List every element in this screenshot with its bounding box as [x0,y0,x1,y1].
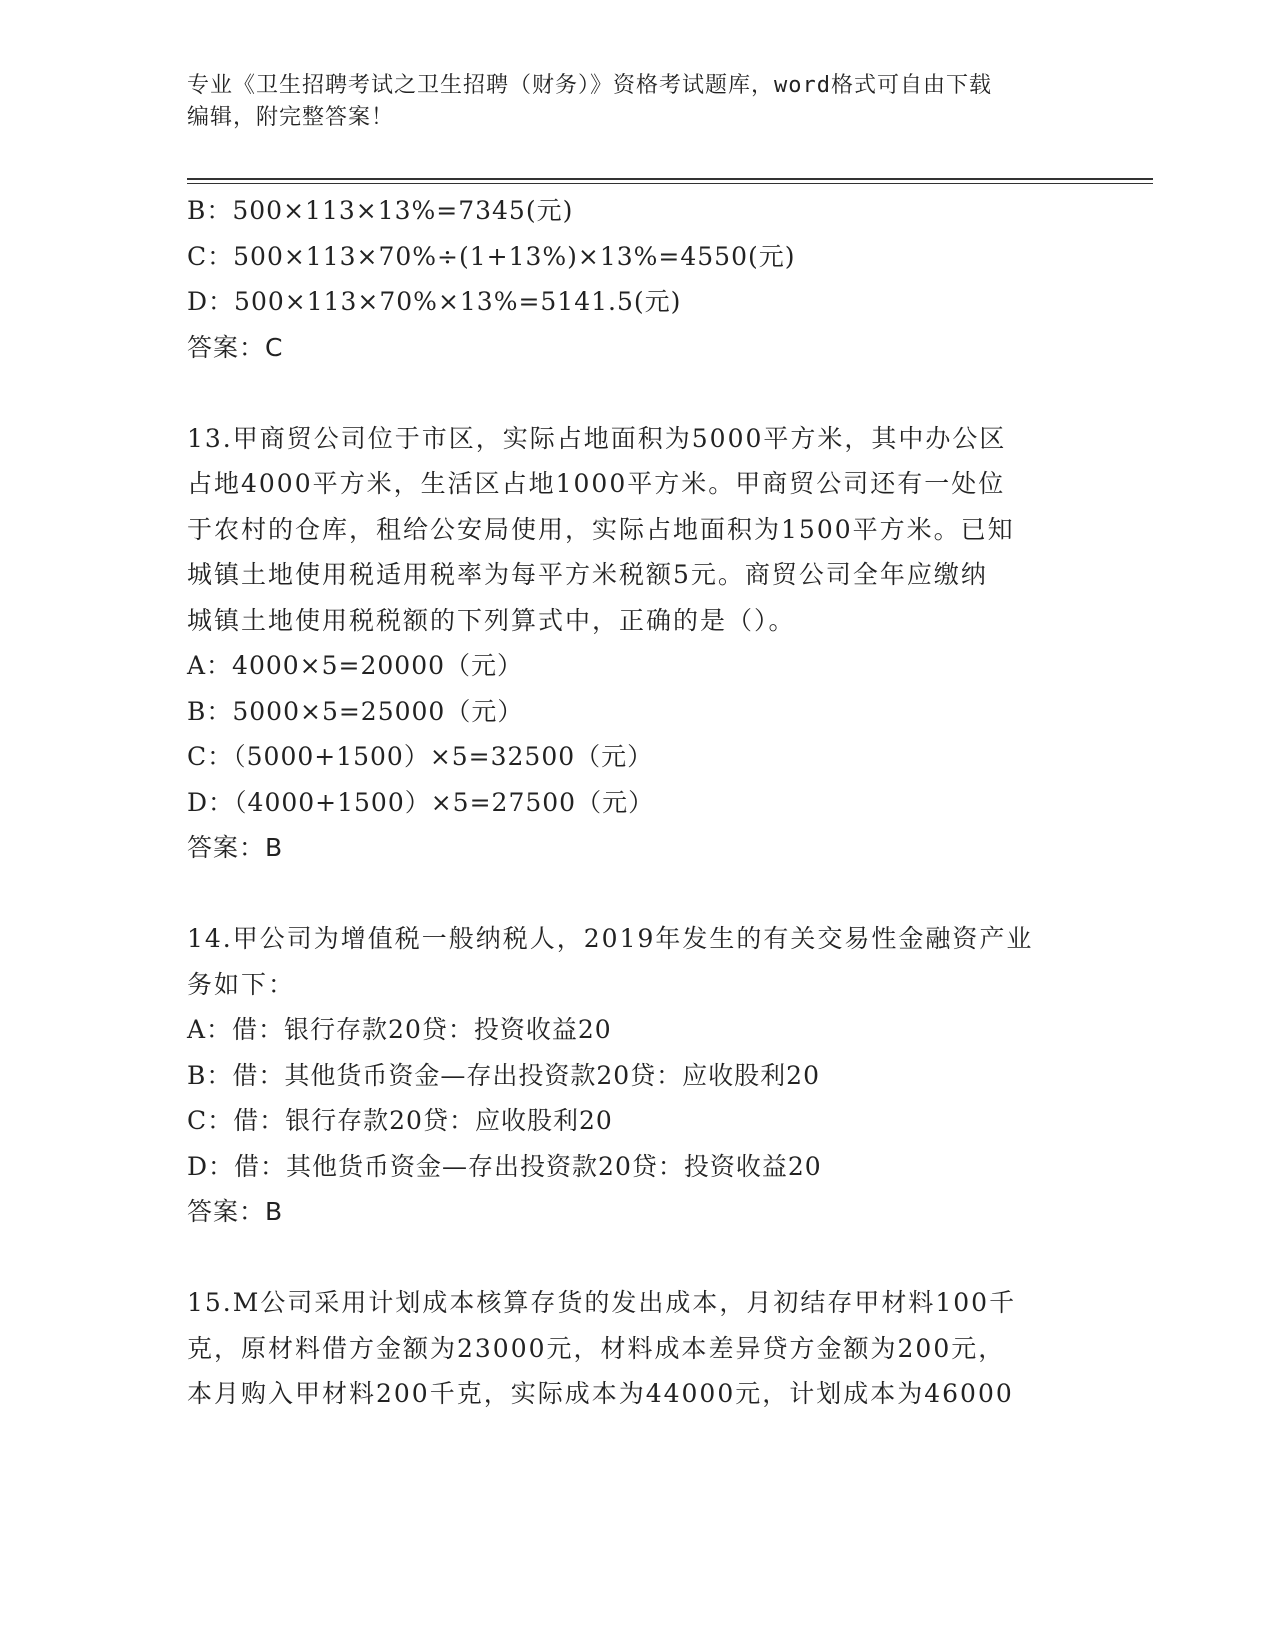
question-15 [187,1280,1087,1417]
q15-text-line: 本月购入甲材料200千克，实际成本为44000元，计划成本为46000 [187,1379,1014,1408]
q13-text-line: 城镇土地使用税适用税率为每平方米税额5元。商贸公司全年应缴纳 [187,560,988,589]
q13-option-b: B：5000×5=25000（元） [187,696,524,726]
header-divider-thin [187,183,1153,184]
q12-option-d: D：500×113×70%×13%=5141.5(元) [187,287,682,316]
q13-text-line: 13.甲商贸公司位于市区，实际占地面积为5000平方米，其中办公区 [187,423,1007,453]
q12-option-c: C：500×113×70%÷(1+13%)×13%=4550(元) [187,241,796,271]
question-12-fragment [187,188,1087,370]
q13-text-line: 于农村的仓库，租给公安局使用，实际占地面积为1500平方米。已知 [187,514,1015,544]
q14-text-line: 务如下： [187,969,296,999]
header-line-1: 专业《卫生招聘考试之卫生招聘（财务）》资格考试题库，word格式可自由下载 [187,73,992,98]
q15-text-line: 15.M公司采用计划成本核算存货的发出成本，月初结存甲材料100千 [187,1288,1017,1317]
q12-option-b: B：500×113×13%=7345(元) [187,196,574,225]
q14-option-a: A：借：银行存款20贷：投资收益20 [187,1015,612,1044]
header-divider [187,178,1153,180]
q14-answer: 答案：B [187,1197,284,1226]
q12-answer: 答案：C [187,332,284,362]
q14-text-line: 14.甲公司为增值税一般纳税人，2019年发生的有关交易性金融资产业 [187,924,1034,953]
spacer [187,370,1087,416]
page-header [187,70,1087,134]
q13-option-a: A：4000×5=20000（元） [187,651,524,680]
q14-option-c: C：借：银行存款20贷：应收股利20 [187,1106,613,1135]
q14-option-b: B：借：其他货币资金—存出投资款20贷：应收股利20 [187,1060,820,1090]
q14-option-d: D：借：其他货币资金—存出投资款20贷：投资收益20 [187,1151,822,1181]
question-13 [187,416,1087,871]
spacer [187,871,1087,917]
document-body [187,188,1087,1417]
q13-option-c: C：（5000+1500）×5=32500（元） [187,742,654,771]
q13-text-line: 占地4000平方米，生活区占地1000平方米。甲商贸公司还有一处位 [187,469,1006,498]
spacer [187,1235,1087,1281]
q13-option-d: D：（4000+1500）×5=27500（元） [187,787,655,817]
q15-text-line: 克，原材料借方金额为23000元，材料成本差异贷方金额为200元， [187,1333,1006,1363]
question-14 [187,916,1087,1235]
header-line-2: 编辑，附完整答案！ [187,105,395,130]
q13-answer: 答案：B [187,833,284,862]
q13-text-line: 城镇土地使用税税额的下列算式中，正确的是（）。 [187,605,796,635]
